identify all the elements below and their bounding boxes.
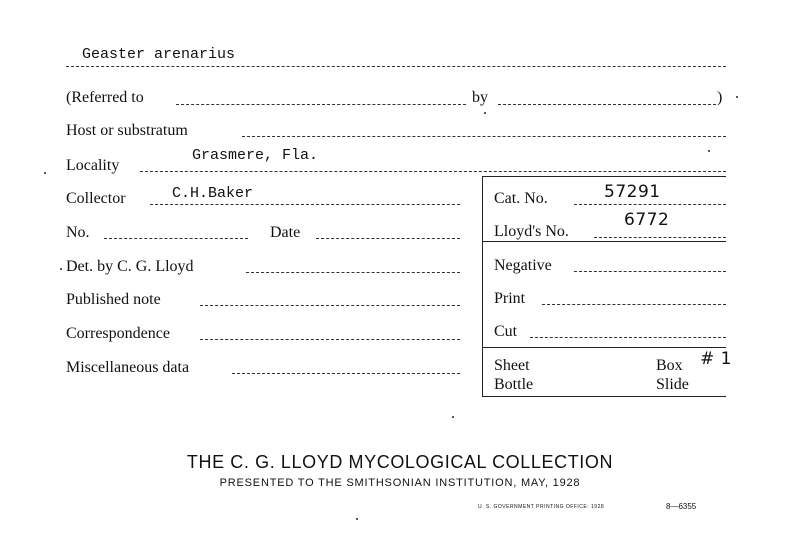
lloyds-no-value: 6772 (624, 210, 670, 230)
det-by-label: Det. by C. G. Lloyd (66, 258, 194, 275)
side-panel-divider-lower (482, 347, 726, 348)
locality-line (140, 171, 726, 172)
scan-speck (60, 268, 62, 270)
by-label: by (472, 89, 488, 106)
lloyds-no-label: Lloyd's No. (494, 223, 569, 240)
box-value: # 1 (700, 349, 732, 369)
collector-label: Collector (66, 190, 126, 207)
det-by-line (246, 272, 460, 273)
negative-line (574, 271, 726, 272)
published-note-label: Published note (66, 291, 161, 308)
host-line (242, 136, 726, 137)
date-line (316, 238, 460, 239)
scan-speck (708, 150, 710, 152)
scan-speck (484, 112, 486, 114)
species-line (66, 66, 726, 67)
printing-office-imprint: U. S. GOVERNMENT PRINTING OFFICE: 1928 (478, 504, 605, 510)
referred-to-label: (Referred to (66, 89, 144, 106)
side-panel-top (482, 176, 726, 177)
published-note-line (200, 305, 460, 306)
referred-to-line (176, 104, 466, 105)
bottle-label: Bottle (494, 376, 534, 393)
negative-label: Negative (494, 257, 552, 274)
scan-speck (736, 96, 738, 98)
host-label: Host or substratum (66, 122, 188, 139)
by-line (498, 104, 716, 105)
collection-subtitle: PRESENTED TO THE SMITHSONIAN INSTITUTION, MAY, 1928 (219, 477, 581, 489)
box-label: Box (656, 357, 683, 374)
correspondence-label: Correspondence (66, 325, 170, 342)
date-label: Date (270, 224, 301, 241)
misc-data-label: Miscellaneous data (66, 359, 190, 376)
print-line (542, 304, 726, 305)
scan-speck (452, 416, 454, 418)
correspondence-line (200, 339, 460, 340)
scan-speck (356, 518, 358, 520)
no-label: No. (66, 224, 90, 241)
side-panel-border (482, 176, 483, 396)
cat-no-line (574, 204, 726, 205)
no-line (104, 238, 248, 239)
collection-title: THE C. G. LLOYD MYCOLOGICAL COLLECTION (186, 452, 614, 472)
slide-label: Slide (656, 376, 689, 393)
cut-label: Cut (494, 323, 518, 340)
form-number: 8—6355 (666, 502, 697, 511)
cat-no-label: Cat. No. (494, 190, 548, 207)
locality-label: Locality (66, 157, 120, 174)
scan-speck (44, 172, 46, 174)
collector-value: C.H.Baker (172, 185, 254, 202)
lloyds-no-line (594, 237, 726, 238)
side-panel-divider (482, 241, 726, 242)
locality-value: Grasmere, Fla. (192, 147, 319, 164)
close-paren: ) (717, 89, 723, 106)
cat-no-value: 57291 (604, 182, 661, 202)
misc-data-line (232, 373, 460, 374)
print-label: Print (494, 290, 526, 307)
side-panel-bottom (482, 396, 726, 397)
sheet-label: Sheet (494, 357, 530, 374)
species-name: Geaster arenarius (82, 46, 236, 63)
cut-line (530, 337, 726, 338)
collector-line (150, 204, 460, 205)
